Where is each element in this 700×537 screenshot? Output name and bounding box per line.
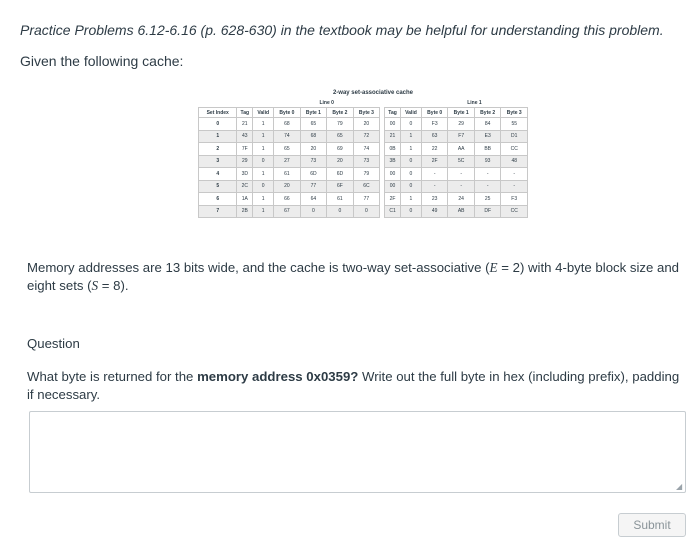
cache-cell: 5C [448, 155, 475, 168]
cache-cell: E3 [474, 130, 501, 143]
cache-cell: 77 [300, 180, 327, 193]
cache-cell: 1 [253, 130, 274, 143]
cache-cell: 0 [353, 205, 380, 218]
cache-cell: AA [448, 143, 475, 156]
column-header: Set Index [199, 108, 237, 118]
cache-cell: 79 [327, 118, 354, 131]
column-header: Byte 2 [474, 108, 501, 118]
cache-cell: 67 [274, 205, 301, 218]
cache-row [199, 168, 528, 181]
cache-cell: 2F [385, 193, 401, 206]
set-index-cell: 5 [199, 180, 237, 193]
column-header: Byte 1 [300, 108, 327, 118]
cache-cell: 55 [501, 118, 528, 131]
cache-cell: 7F [237, 143, 253, 156]
set-index-cell: 4 [199, 168, 237, 181]
cache-cell: 0 [400, 180, 421, 193]
memory-text-3: ). [120, 278, 129, 293]
e-value: = 2 [497, 260, 520, 275]
intro-text: Practice Problems 6.12-6.16 (p. 628-630) in the textbook may be helpful for understanding this problem. [20, 22, 664, 38]
cache-cell: 73 [353, 155, 380, 168]
cache-cell: BB [474, 143, 501, 156]
cache-cell: DF [474, 205, 501, 218]
cache-cell: 1 [400, 143, 421, 156]
cache-cell: 0 [400, 118, 421, 131]
cache-cell: 65 [300, 118, 327, 131]
cache-cell: 1 [400, 130, 421, 143]
cache-cell: 43 [237, 130, 253, 143]
cache-cell: 0 [400, 155, 421, 168]
column-header-row [199, 108, 528, 118]
cache-row [199, 205, 528, 218]
cache-cell: 1 [253, 205, 274, 218]
cache-cell: 3D [237, 168, 253, 181]
cache-cell: AB [448, 205, 475, 218]
cache-cell: 27 [274, 155, 301, 168]
memory-description [27, 259, 687, 295]
cache-cell: 0 [327, 205, 354, 218]
resize-handle-icon[interactable]: ◢ [676, 482, 683, 491]
cache-row [199, 143, 528, 156]
cache-cell: 1 [253, 168, 274, 181]
set-index-cell: 7 [199, 205, 237, 218]
cache-row [199, 130, 528, 143]
cache-cell: 2C [237, 180, 253, 193]
cache-cell: 65 [327, 130, 354, 143]
e-variable: E [489, 260, 498, 275]
column-header: Byte 0 [421, 108, 448, 118]
cache-cell: 21 [385, 130, 401, 143]
cache-cell: 24 [448, 193, 475, 206]
cache-cell: 23 [421, 193, 448, 206]
s-variable: S [91, 278, 99, 293]
cache-cell: F7 [448, 130, 475, 143]
cache-cell: 0 [400, 205, 421, 218]
set-index-cell: 1 [199, 130, 237, 143]
cache-row [199, 155, 528, 168]
cache-cell: 69 [327, 143, 354, 156]
column-header: Tag [385, 108, 401, 118]
cache-cell: 00 [385, 180, 401, 193]
memory-text-2: ) with 4-byte block size and eight sets ( [27, 260, 679, 293]
question-prefix: What byte is returned for the [27, 369, 198, 384]
cache-cell: 74 [274, 130, 301, 143]
cache-cell: 64 [300, 193, 327, 206]
cache-cell: 49 [421, 205, 448, 218]
cache-row [199, 180, 528, 193]
cache-cell: - [501, 168, 528, 181]
answer-field[interactable] [29, 411, 686, 493]
cache-cell: 1A [237, 193, 253, 206]
cache-table [198, 98, 528, 218]
set-index-cell: 6 [199, 193, 237, 206]
cache-cell: 65 [274, 143, 301, 156]
question-address: memory address 0x0359? [197, 369, 359, 384]
column-header: Byte 1 [448, 108, 475, 118]
cache-cell: - [421, 168, 448, 181]
cache-cell: 20 [300, 143, 327, 156]
cache-cell: CC [501, 205, 528, 218]
cache-cell: - [474, 168, 501, 181]
cache-cell: 73 [300, 155, 327, 168]
column-header: Byte 3 [353, 108, 380, 118]
cache-cell: 0B [385, 143, 401, 156]
cache-cell: 20 [274, 180, 301, 193]
cache-cell: C1 [385, 205, 401, 218]
line-header-row [199, 98, 528, 108]
memory-text-1: Memory addresses are 13 bits wide, and the cache is two-way set-associative ( [27, 260, 490, 275]
cache-cell: 79 [353, 168, 380, 181]
cache-cell: 2F [421, 155, 448, 168]
column-header: Valid [400, 108, 421, 118]
cache-cell: 00 [385, 168, 401, 181]
column-header: Valid [253, 108, 274, 118]
cache-cell: 3B [385, 155, 401, 168]
cache-cell: 20 [327, 155, 354, 168]
cache-cell: 21 [237, 118, 253, 131]
cache-cell: - [501, 180, 528, 193]
cache-cell: 22 [421, 143, 448, 156]
cache-cell: F3 [501, 193, 528, 206]
cache-cell: 6C [353, 180, 380, 193]
cache-cell: 72 [353, 130, 380, 143]
cache-cell: 6D [327, 168, 354, 181]
question-suffix: Write out the full byte in hex (including prefix), padding if necessary. [27, 369, 680, 402]
cache-cell: 6F [327, 180, 354, 193]
cache-cell: 48 [501, 155, 528, 168]
cache-cell: CC [501, 143, 528, 156]
cache-cell: 1 [253, 193, 274, 206]
column-header: Tag [237, 108, 253, 118]
cache-cell: 0 [253, 180, 274, 193]
line1-label: Line 1 [467, 99, 482, 106]
cache-cell: 84 [474, 118, 501, 131]
cache-cell: 20 [353, 118, 380, 131]
cache-cell: 2B [237, 205, 253, 218]
cache-cell: 0 [400, 168, 421, 181]
cache-row [199, 193, 528, 206]
cache-cell: F3 [421, 118, 448, 131]
cache-cell: 29 [448, 118, 475, 131]
line0-label: Line 0 [319, 99, 334, 106]
cache-cell: 63 [421, 130, 448, 143]
cache-cell: - [448, 168, 475, 181]
set-index-cell: 3 [199, 155, 237, 168]
cache-cell: 0 [253, 155, 274, 168]
set-index-cell: 2 [199, 143, 237, 156]
cache-figure [198, 90, 528, 218]
given-text: Given the following cache: [20, 53, 184, 69]
cache-row [199, 118, 528, 131]
cache-cell: 77 [353, 193, 380, 206]
cache-body [199, 118, 528, 218]
cache-cell: 1 [253, 118, 274, 131]
column-header: Byte 0 [274, 108, 301, 118]
cache-cell: D1 [501, 130, 528, 143]
question-heading: Question [27, 336, 80, 351]
cache-cell: 68 [300, 130, 327, 143]
cache-cell: - [421, 180, 448, 193]
cache-cell: 66 [274, 193, 301, 206]
set-index-cell: 0 [199, 118, 237, 131]
cache-cell: 6D [300, 168, 327, 181]
cache-cell: 00 [385, 118, 401, 131]
cache-cell: 1 [253, 143, 274, 156]
column-header: Byte 2 [327, 108, 354, 118]
cache-cell: 29 [237, 155, 253, 168]
cache-cell: 93 [474, 155, 501, 168]
cache-cell: 1 [400, 193, 421, 206]
s-value: = 8 [98, 278, 121, 293]
cache-caption: 2-way set-associative cache [332, 90, 414, 96]
cache-cell: 74 [353, 143, 380, 156]
question-text [27, 368, 687, 404]
cache-cell: 61 [327, 193, 354, 206]
submit-button[interactable]: Submit [618, 513, 686, 537]
cache-cell: - [474, 180, 501, 193]
cache-cell: 0 [300, 205, 327, 218]
cache-cell: - [448, 180, 475, 193]
cache-cell: 61 [274, 168, 301, 181]
column-header: Byte 3 [501, 108, 528, 118]
cache-cell: 68 [274, 118, 301, 131]
cache-cell: 25 [474, 193, 501, 206]
